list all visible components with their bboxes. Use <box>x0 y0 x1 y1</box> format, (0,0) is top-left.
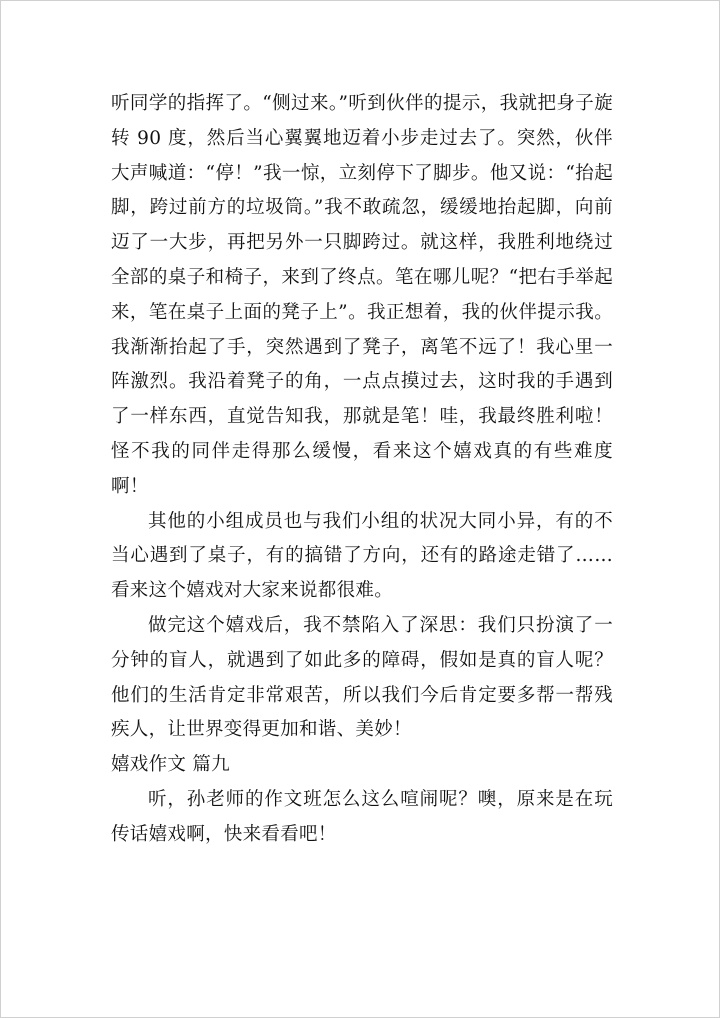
paragraph-4: 听，孙老师的作文班怎么这么喧闹呢？噢，原来是在玩传话嬉戏啊，快来看看吧！ <box>111 788 613 845</box>
paragraph-1: 听同学的指挥了。“侧过来。”听到伙伴的提示，我就把身子旋转 90 度，然后当心翼翼地迈着小步走过去了。突然，伙伴大声喊道：“停！”我一惊，立刻停下了脚步。他又说：“抬起脚，跨过前方的垃圾筒。”我不敢疏忽，缓缓地抬起脚，向前迈了一大步，再把另外一只脚跨过。就这样，我胜利地绕过全部的桌子和椅子，来到了终点。笔在哪儿呢？“把右手举起来，笔在桌子上面的凳子上”。我正想着，我的伙伴提示我。我渐渐抬起了手，突然遇到了凳子，离笔不远了！我心里一阵激烈。我沿着凳子的角，一点点摸过去，这时我的手遇到了一样东西，直觉告知我，那就是笔！哇，我最终胜利啦！怪不我的同伴走得那么缓慢，看来这个嬉戏真的有些难度啊！ <box>111 93 613 497</box>
paragraph-2: 其他的小组成员也与我们小组的状况大同小异，有的不当心遇到了桌子，有的搞错了方向，还有的路途走错了……看来这个嬉戏对大家来说都很难。 <box>111 510 613 602</box>
section-heading: 嬉戏作文 篇九 <box>111 754 230 776</box>
paragraph-3: 做完这个嬉戏后，我不禁陷入了深思：我们只扮演了一分钟的盲人，就遇到了如此多的障碍，假如是真的盲人呢？他们的生活肯定非常艰苦，所以我们今后肯定要多帮一帮残疾人，让世界变得更加和谐、美妙！ <box>111 614 613 741</box>
document-body <box>111 87 613 853</box>
